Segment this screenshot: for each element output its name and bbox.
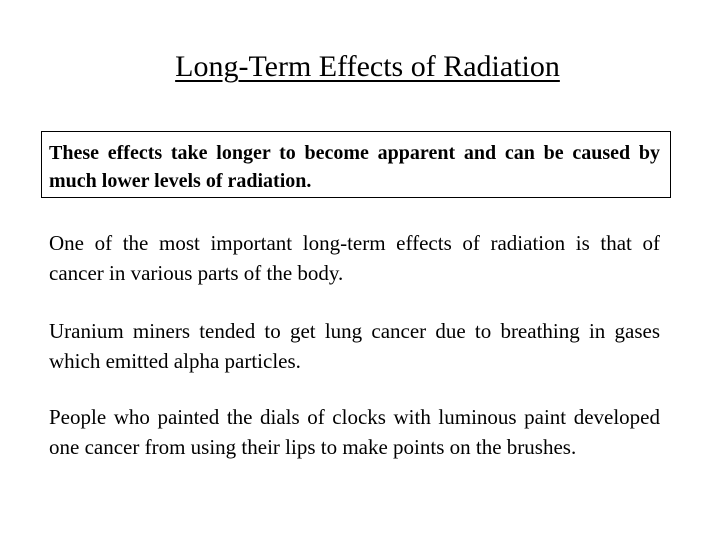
paragraph-cancer: One of the most important long-term effects of radiation is that of cancer in various parts of the body. <box>49 231 660 285</box>
paragraph-dial-painters: People who painted the dials of clocks with luminous paint developed one cancer from using their lips to make points on the brushes. <box>49 405 660 459</box>
slide-title: Long-Term Effects of Radiation <box>175 50 560 83</box>
highlighted-note-box: These effects take longer to become apparent and can be caused by much lower levels of radiation. <box>41 131 671 198</box>
paragraph-uranium-miners: Uranium miners tended to get lung cancer due to breathing in gases which emitted alpha particles. <box>49 319 660 373</box>
